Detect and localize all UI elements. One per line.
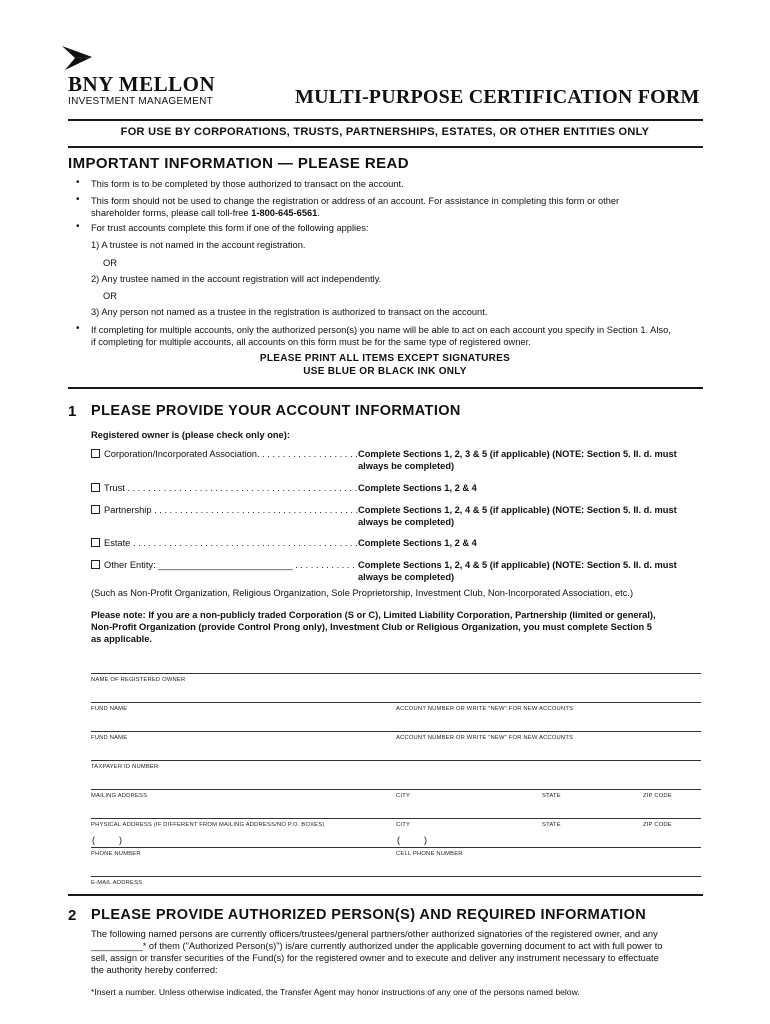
registered-owner-label: NAME OF REGISTERED OWNER [91,677,186,683]
requirement-other-entity: Complete Sections 1, 2, 4 & 5 (if applicable) (NOTE: Section 5. II. d. must always be completed) [358,560,677,582]
option-other-entity: Other Entity: __________________________ . . . . . . . . . . . . [91,560,355,572]
or-label: OR [103,258,117,268]
checkbox-partnership[interactable] [91,505,100,514]
area-code-open: ( [92,835,95,845]
email-input[interactable] [91,876,701,877]
zip-label: ZIP CODE [643,822,672,828]
divider [68,894,703,896]
fund-name-label: FUND NAME [91,735,128,741]
taxpayer-id-input[interactable] [91,760,701,761]
bny-mellon-arrow-icon [60,44,94,72]
form-subtitle: FOR USE BY CORPORATIONS, TRUSTS, PARTNERSHIPS, ESTATES, OR OTHER ENTITIES ONLY [120,126,650,138]
mailing-address-input[interactable] [91,789,701,790]
or-label: OR [103,291,117,301]
info-bullet-3: For trust accounts complete this form if one of the following applies: [91,223,369,233]
physical-address-input[interactable] [91,818,701,819]
requirement-trust: Complete Sections 1, 2 & 4 [358,483,477,493]
brand-name: BNY MELLON [68,72,216,96]
trust-condition-3: 3) Any person not named as a trustee in the registration is authorized to transact on the account. [91,307,488,317]
city-label: CITY [396,793,411,799]
bullet: • [76,221,80,232]
fund-name-label: FUND NAME [91,706,128,712]
note-line-3: as applicable. [91,634,152,644]
entity-examples: (Such as Non-Profit Organization, Religious Organization, Sole Proprietorship, Investment Club, Non-Incorporated Association, etc.) [91,588,634,598]
option-trust: Trust . . . . . . . . . . . . . . . . . . . . . . . . . . . . . . . . . . . . . . . . . . . . . . . . . [91,483,378,495]
info-bullet-4-line-1: If completing for multiple accounts, only the authorized person(s) you name will be able to act on each account you specify in Section 1. Also, [91,325,671,335]
area-code-close: ) [424,835,427,845]
option-estate: Estate . . . . . . . . . . . . . . . . . . . . . . . . . . . . . . . . . . . . . . . . . . . . . . . . [91,538,378,550]
section-2-footnote: *Insert a number. Unless otherwise indicated, the Transfer Agent may honor instructions of any one of the persons named below. [91,987,580,997]
toll-free-phone: 1-800-645-6561 [251,208,318,218]
bullet: • [76,323,80,334]
divider [68,387,703,389]
zip-label: ZIP CODE [643,793,672,799]
trust-condition-1: 1) A trustee is not named in the account registration. [91,240,306,250]
email-label: E-MAIL ADDRESS [91,880,143,886]
form-title: MULTI-PURPOSE CERTIFICATION FORM [295,86,700,108]
important-info-title: IMPORTANT INFORMATION — PLEASE READ [68,155,409,172]
requirement-partnership: Complete Sections 1, 2, 4 & 5 (if applicable) (NOTE: Section 5. II. d. must always be completed) [358,505,677,527]
physical-address-label: PHYSICAL ADDRESS (IF DIFFERENT FROM MAILING ADDRESS/NO P.O. BOXES) [91,822,325,828]
registered-owner-input[interactable] [91,673,701,674]
bullet: • [76,177,80,188]
requirement-estate: Complete Sections 1, 2 & 4 [358,538,477,548]
checkbox-trust[interactable] [91,483,100,492]
city-label: CITY [396,822,411,828]
mailing-address-label: MAILING ADDRESS [91,793,148,799]
brand-subtitle: INVESTMENT MANAGEMENT [68,96,214,107]
owner-type-prompt: Registered owner is (please check only one): [91,430,290,440]
section-2-text-line-3: sell, assign or transfer securities of the Fund(s) for the registered owner and to execute and deliver any instrument necessary to effectuate [91,953,659,963]
section-2-title: PLEASE PROVIDE AUTHORIZED PERSON(S) AND REQUIRED INFORMATION [91,907,647,923]
option-corporation: Corporation/Incorporated Association. . . . . . . . . . . . . . . . . . . . [91,449,358,461]
trust-condition-2: 2) Any trustee named in the account registration will act independently. [91,274,382,284]
divider [68,146,703,148]
bullet: • [76,194,80,205]
note-line-2: Non-Profit Organization (provide Control Prong only), Investment Club or Religious Organization, you must complete Section 5 [91,622,652,632]
section-2-text-line-4: the authority hereby conferred: [91,965,218,975]
divider [68,119,703,121]
note-line-1: Please note: If you are a non-publicly traded Corporation (S or C), Limited Liability Corporation, Partnership (limited or general), [91,610,656,620]
fund-name-2-input[interactable] [91,731,701,732]
requirement-corporation: Complete Sections 1, 2, 3 & 5 (if applicable) (NOTE: Section 5. II. d. must always be completed) [358,449,677,471]
info-bullet-2-line-1: This form should not be used to change the registration or address of an account. For assistance in completing this form or other [91,196,620,206]
checkbox-other-entity[interactable] [91,560,100,569]
checkbox-corporation[interactable] [91,449,100,458]
cell-phone-label: CELL PHONE NUMBER [396,851,463,857]
info-bullet-4-line-2: if completing for multiple accounts, all accounts on this form must be for the same type of registered owner. [91,337,531,347]
section-2-text-line-2: __________* of them ("Authorized Person(s)") is/are currently authorized under the applicable governing document to act with full power to [91,941,663,951]
area-code-open: ( [397,835,400,845]
fund-name-1-input[interactable] [91,702,701,703]
phone-input[interactable] [91,847,701,848]
state-label: STATE [542,793,561,799]
checkbox-estate[interactable] [91,538,100,547]
section-2-text-line-1: The following named persons are currently officers/trustees/general partners/other authorized signatories of the registered owner, and any [91,929,658,939]
print-instruction: PLEASE PRINT ALL ITEMS EXCEPT SIGNATURES [259,353,511,364]
section-2-number: 2 [68,907,77,924]
state-label: STATE [542,822,561,828]
option-partnership: Partnership . . . . . . . . . . . . . . . . . . . . . . . . . . . . . . . . . . . . . . . . . . . . [91,505,379,517]
info-bullet-1: This form is to be completed by those authorized to transact on the account. [91,179,404,189]
account-number-label: ACCOUNT NUMBER OR WRITE "NEW" FOR NEW ACCOUNTS [396,706,574,712]
taxpayer-id-label: TAXPAYER ID NUMBER [91,764,159,770]
info-bullet-2-line-2: shareholder forms, please call toll-free 1-800-645-6561. [91,208,320,218]
section-1-title: PLEASE PROVIDE YOUR ACCOUNT INFORMATION [91,403,461,419]
section-1-number: 1 [68,403,77,420]
phone-label: PHONE NUMBER [91,851,141,857]
account-number-label: ACCOUNT NUMBER OR WRITE "NEW" FOR NEW ACCOUNTS [396,735,574,741]
area-code-close: ) [119,835,122,845]
ink-instruction: USE BLUE OR BLACK INK ONLY [303,366,467,377]
